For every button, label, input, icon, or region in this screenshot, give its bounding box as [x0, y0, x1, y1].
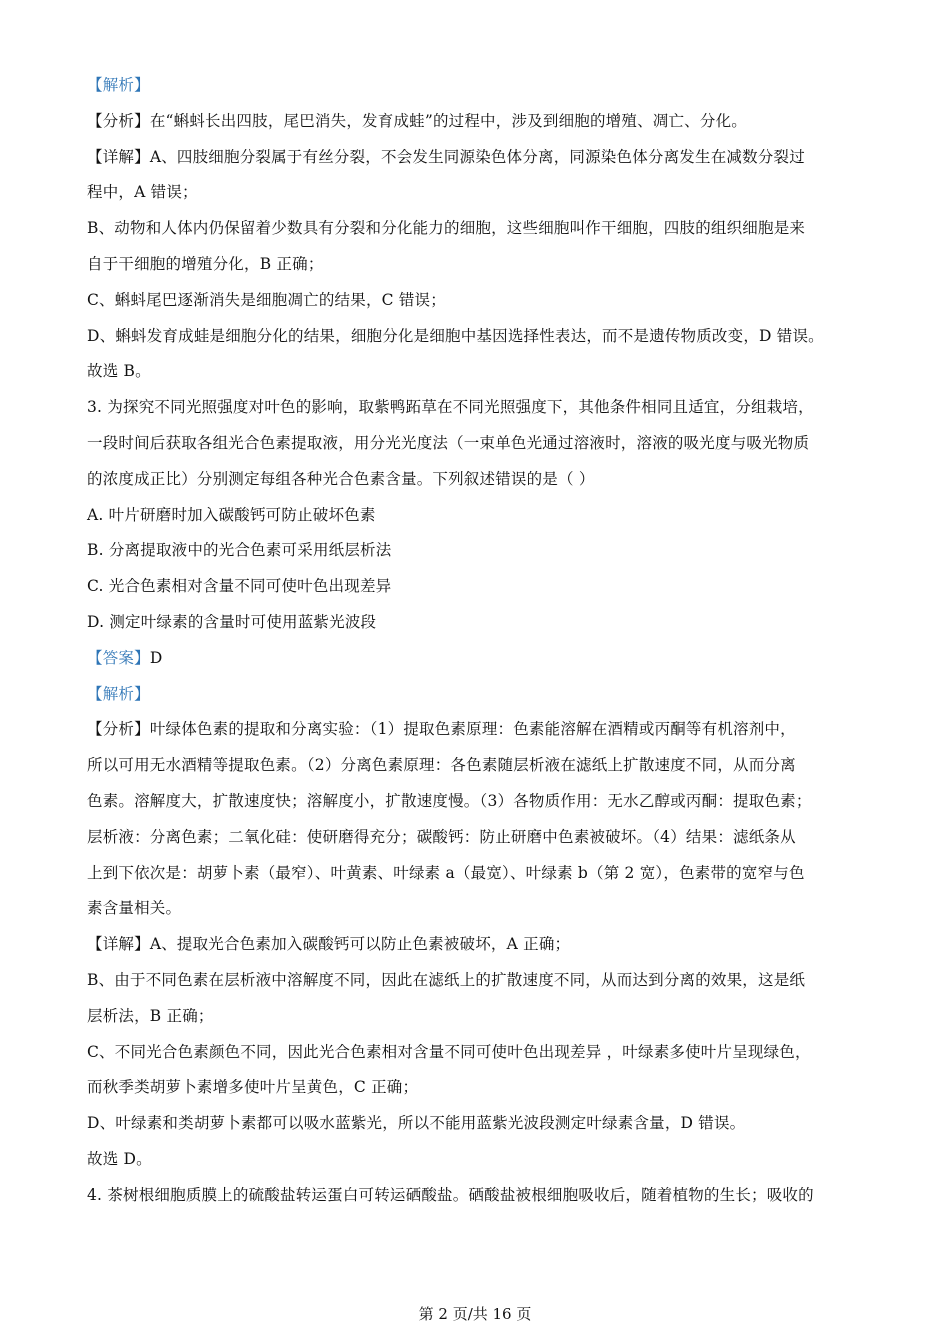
text-line [87, 1035, 877, 1071]
line-text: 色素。溶解度大，扩散速度快；溶解度小，扩散速度慢。（3）各物质作用：无水乙醇或丙酮：提取色素； [87, 791, 812, 810]
line-text: D、蝌蚪发育成蛙是细胞分化的结果，细胞分化是细胞中基因选择性表达，而不是遗传物质改变，D 错误。 [87, 326, 824, 345]
text-line [87, 569, 877, 605]
text-line [87, 784, 877, 820]
line-text: 上到下依次是：胡萝卜素（最窄）、叶黄素、叶绿素 a（最宽）、叶绿素 b（第 2 宽），色素带的宽窄与色 [87, 863, 805, 882]
text-line [87, 533, 877, 569]
line-text: 故选 D。 [87, 1149, 152, 1168]
page-number: 第 2 页/共 16 页 [418, 1305, 532, 1323]
line-text: 在“蝌蚪长出四肢，尾巴消失，发育成蛙”的过程中，涉及到细胞的增殖、凋亡、分化。 [149, 111, 747, 130]
text-line [87, 104, 877, 140]
text-line [87, 247, 877, 283]
text-line [87, 140, 877, 176]
text-line [87, 748, 877, 784]
line-text: 所以可用无水酒精等提取色素。（2）分离色素原理：各色素随层析液在滤纸上扩散速度不同，从而分离 [87, 756, 796, 775]
line-text: 而秋季类胡萝卜素增多使叶片呈黄色，C 正确； [87, 1078, 419, 1097]
line-text: 自于干细胞的增殖分化，B 正确； [87, 254, 324, 273]
text-line [87, 856, 877, 892]
line-text: 4. 茶树根细胞质膜上的硫酸盐转运蛋白可转运硒酸盐。硒酸盐被根细胞吸收后，随着植物的生长；吸收的 [87, 1185, 814, 1204]
text-line [87, 68, 877, 104]
text-line [87, 963, 877, 999]
text-line [87, 426, 877, 462]
line-text: 3. 为探究不同光照强度对叶色的影响，取紫鸭跖草在不同光照强度下，其他条件相同且适宜，分组栽培， [87, 398, 814, 417]
section-label: 【分析】 [87, 111, 150, 130]
text-line [87, 1070, 877, 1106]
line-text: C、不同光合色素颜色不同，因此光合色素相对含量不同可使叶色出现差异 ，叶绿素多使叶片呈现绿色， [87, 1042, 811, 1061]
line-text: 叶绿体色素的提取和分离实验：（1）提取色素原理：色素能溶解在酒精或丙酮等有机溶剂中， [149, 720, 796, 739]
section-label: 【答案】 [87, 648, 150, 667]
text-line [87, 354, 877, 390]
line-text: 素含量相关。 [87, 899, 182, 918]
line-text: C、蝌蚪尾巴逐渐消失是细胞凋亡的结果，C 错误； [87, 290, 446, 309]
section-label: 【详解】 [87, 935, 150, 954]
line-text: 层析液：分离色素；二氧化硅：使研磨得充分；碳酸钙：防止研磨中色素被破坏。（4）结果：滤纸条从 [87, 827, 796, 846]
line-text: B、动物和人体内仍保留着少数具有分裂和分化能力的细胞，这些细胞叫作干细胞，四肢的组织细胞是来 [87, 219, 806, 238]
document-body [87, 68, 877, 1214]
line-text: B. 分离提取液中的光合色素可采用纸层析法 [87, 541, 392, 560]
text-line [87, 712, 877, 748]
text-line [87, 927, 877, 963]
text-line [87, 175, 877, 211]
text-line [87, 1142, 877, 1178]
text-line [87, 677, 877, 713]
section-label: 【解析】 [87, 76, 150, 94]
line-text: 的浓度成正比）分别测定每组各种光合色素含量。下列叙述错误的是（ ） [87, 469, 595, 488]
page-footer [0, 1303, 950, 1324]
line-text: A、四肢细胞分裂属于有丝分裂，不会发生同源染色体分离，同源染色体分离发生在减数分裂过 [149, 147, 805, 166]
line-text: 程中，A 错误； [87, 183, 198, 202]
text-line [87, 283, 877, 319]
text-line [87, 820, 877, 856]
text-line [87, 211, 877, 247]
text-line [87, 498, 877, 534]
line-text: A. 叶片研磨时加入碳酸钙可防止破坏色素 [87, 505, 376, 524]
text-line [87, 641, 877, 677]
text-line [87, 1178, 877, 1214]
section-label: 【分析】 [87, 720, 150, 739]
section-label: 【解析】 [87, 684, 150, 703]
text-line [87, 462, 877, 498]
line-text: D. 测定叶绿素的含量时可使用蓝紫光波段 [87, 612, 377, 631]
text-line [87, 891, 877, 927]
text-line [87, 319, 877, 355]
line-text: C. 光合色素相对含量不同可使叶色出现差异 [87, 577, 392, 596]
line-text: D、叶绿素和类胡萝卜素都可以吸水蓝紫光，所以不能用蓝紫光波段测定叶绿素含量，D 错误。 [87, 1114, 746, 1133]
line-text: A、提取光合色素加入碳酸钙可以防止色素被破坏，A 正确； [149, 935, 571, 954]
line-text: 一段时间后获取各组光合色素提取液，用分光光度法（一束单色光通过溶液时，溶液的吸光度与吸光物质 [87, 433, 810, 452]
line-text: 故选 B。 [87, 362, 151, 381]
text-line [87, 390, 877, 426]
text-line [87, 605, 877, 641]
line-text: 层析法，B 正确； [87, 1006, 214, 1025]
line-text: B、由于不同色素在层析液中溶解度不同，因此在滤纸上的扩散速度不同，从而达到分离的效果，这是纸 [87, 970, 806, 989]
line-text: D [149, 648, 163, 667]
text-line [87, 1106, 877, 1142]
text-line [87, 999, 877, 1035]
section-label: 【详解】 [87, 147, 150, 166]
